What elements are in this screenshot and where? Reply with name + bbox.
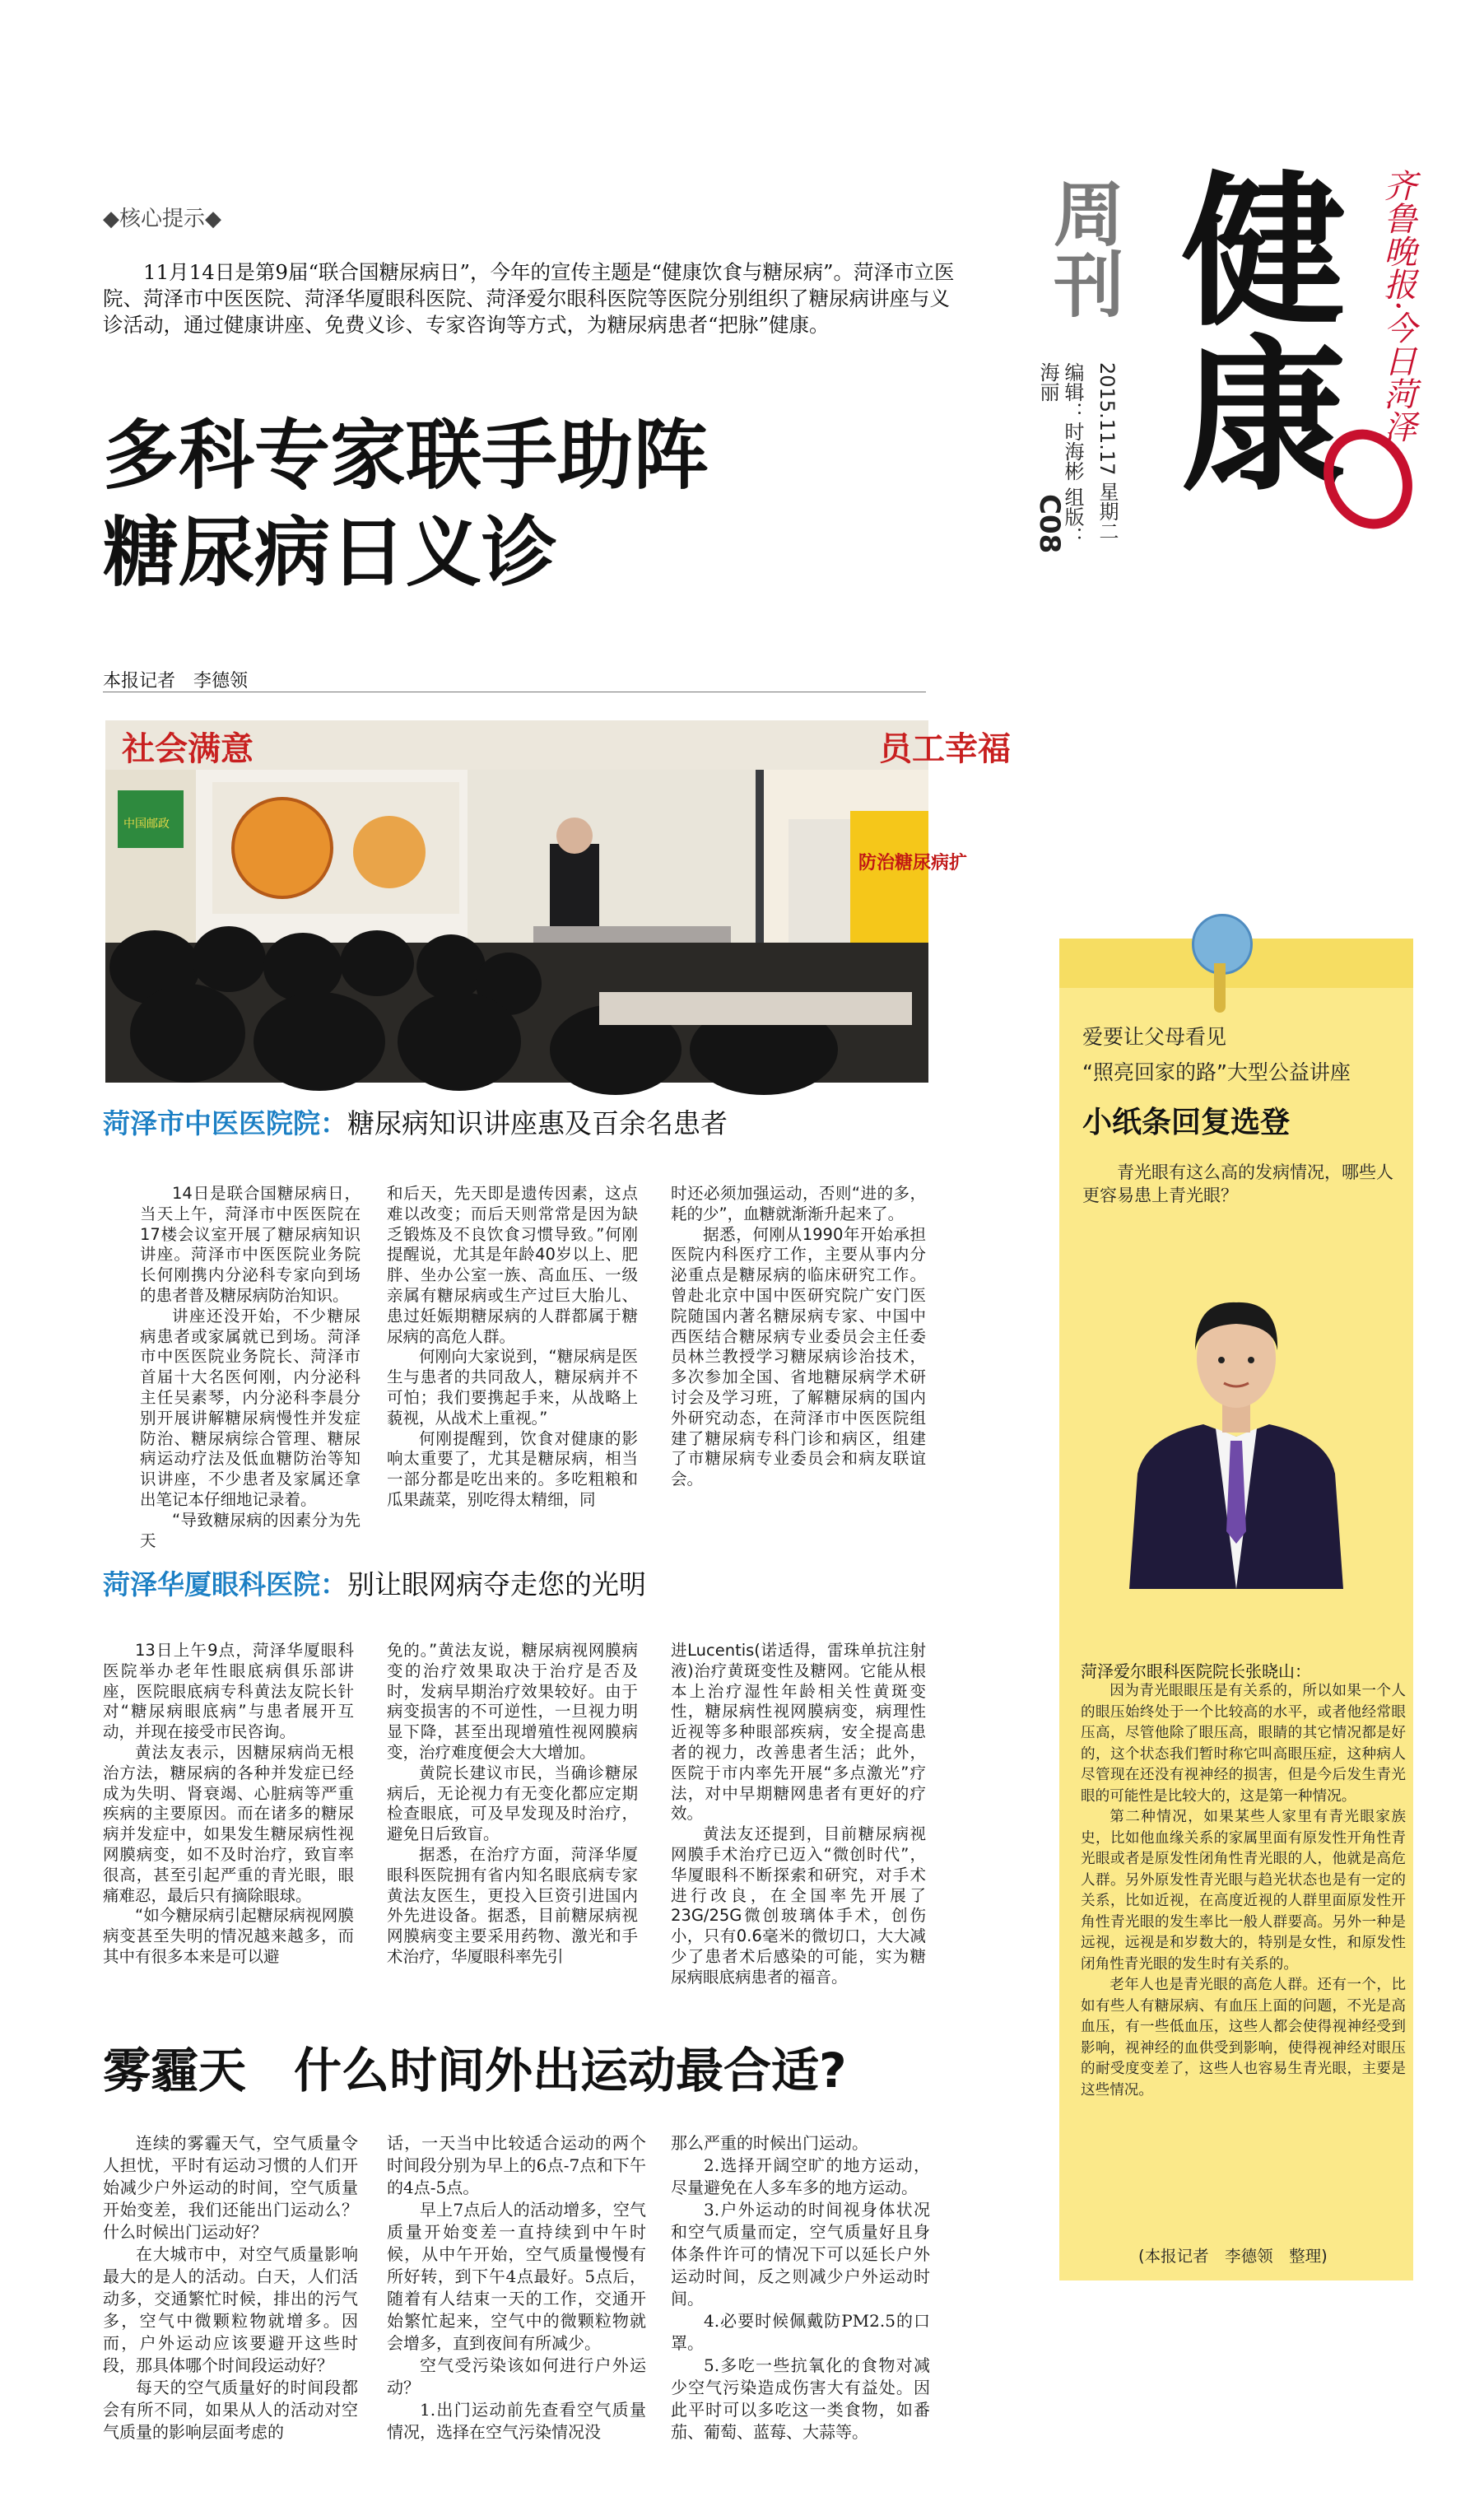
section3-col2 [387, 2132, 646, 2443]
paragraph: 和后天，先天即是遗传因素，这点难以改变；而后天则常常是因为缺乏锻炼及不良饮食习惯导致。”何刚提醒说，尤其是年龄40岁以上、肥胖、坐办公室一族、高血压、一级亲属有糖尿病或生产过巨大胎儿、患过妊娠期糖尿病的人群都属于糖尿病的高危人群。 [387, 1184, 638, 1346]
paragraph: “导致糖尿病的因素分为先天 [140, 1510, 361, 1550]
paragraph: 何刚向大家说到，“糖尿病是医生与患者的共同敌人，糖尿病并不可怕；我们要携起手来，从战略上藐视，从战术上重视。” [387, 1347, 638, 1428]
section-title: 糖尿病知识讲座惠及百余名患者 [347, 1107, 728, 1139]
lecture-photo [105, 720, 1011, 1083]
paragraph: 老年人也是青光眼的高危人群。还有一个，比如有些人有糖尿病、有血压上面的问题，不光是高血压，有一些低血压，这些人都会使得视神经受到影响，视神经的血供受到影响，使得视神经对眼压的耐受度变差了，这些人也容易生青光眼，主要是这些情况。 [1081, 1977, 1406, 2099]
paragraph: 时还必须加强运动，否则“进的多，耗的少”，血糖就渐渐升起来了。 [671, 1184, 926, 1223]
post-logo-text: 中国邮政 [123, 818, 170, 831]
paragraph: 14日是联合国糖尿病日，当天上午，菏泽市中医医院在17楼会议室开展了糖尿病知识讲座。菏泽市中医医院业务院长何刚携内分泌科专家向到场的患者普及糖尿病防治知识。 [140, 1184, 361, 1305]
paragraph: 黄院长建议市民，当确诊糖尿病后，无论视力有无变化都应定期检查眼底，可及早发现及时治疗，避免日后致盲。 [387, 1763, 638, 1844]
paragraph: 黄法友还提到，目前糖尿病视网膜手术治疗已迈入“微创时代”，华厦眼科不断探索和研究，对手术进行改良，在全国率先开展了23G/25G微创玻璃体手术，创伤小，只有0.6毫米的微切口，大大减少了患者术后感染的可能，实为糖尿病眼底病患者的福音。 [671, 1824, 926, 1987]
paragraph: 第二种情况，如果某些人家里有青光眼家族史，比如他血缘关系的家属里面有原发性开角性青光眼或者是原发性闭角性青光眼的人，他就是高危人群。另外原发性青光眼与趋光状态也是有一定的关系，比如近视，在高度近视的人群里面原发性开角性青光眼的发生率比一般人群要高。另外一种是远视，远视是和岁数大的，特别是女性，和原发性闭角性青光眼的发生时有关系的。 [1081, 1809, 1406, 1973]
paragraph: 进Lucentis(诺适得，雷珠单抗注射液)治疗黄斑变性及糖网。它能从根本上治疗湿性年龄相关性黄斑变性，糖尿病性视网膜病变，病理性近视等多种眼部疾病，安全提高患者的视力，改善患者生活；此外，医院于市内率先开展“多点激光”疗法，对中早期糖网患者有更好的疗效。 [671, 1641, 926, 1824]
page-number: C08 [1033, 494, 1066, 554]
paragraph: 何刚提醒到，饮食对健康的影响太重要了，尤其是糖尿病，相当一部分都是吃出来的。多吃粗粮和瓜果蔬菜，别吃得太精细，同 [387, 1428, 638, 1509]
section2-col1 [103, 1641, 354, 1968]
section-title-health: 健康 [1154, 165, 1347, 494]
section-org: 菏泽市中医医院院： [103, 1107, 347, 1139]
portrait-illustration [1113, 1260, 1360, 1589]
note-subtitle-1: 爱要让父母看见 [1082, 1025, 1227, 1049]
section2-col3 [671, 1641, 926, 1988]
paragraph: 因为青光眼眼压是有关系的，所以如果一个人的眼压始终处于一个比较高的水平，或者他经常眼压高，尽管他除了眼压高，眼睛的其它情况都是好的，这个状态我们暂时称它叫高眼压症，这种病人尽管现在还没有视神经的损害，但是今后发生青光眼的可能性是比较大的，这是第一种情况。 [1081, 1683, 1406, 1805]
note-answer [1081, 1681, 1406, 2101]
weekly-label: 周刊 [1041, 177, 1123, 319]
issue-date: 2015.11.17 星期二 [1096, 362, 1119, 542]
paragraph: 早上7点后人的活动增多，空气质量开始变差一直持续到中午时候，从中午开始，空气质量慢慢有所好转，到下午4点最好。5点后，随着有人结束一天的工作，交通开始繁忙起来，空气中的微颗粒物就会增多，直到夜间有所减少。 [387, 2200, 646, 2353]
headline-line-1: 多科专家联手助阵 [103, 412, 709, 500]
smog-article-title: 雾霾天 什么时间外出运动最合适? [103, 2043, 847, 2099]
note-speaker: 菏泽爱尔眼科医院院长张晓山： [1081, 1661, 1311, 1681]
paragraph: 2.选择开阔空旷的地方运动，尽量避免在人多车多的地方运动。 [671, 2155, 930, 2197]
paragraph: 黄法友表示，因糖尿病尚无根治方法，糖尿病的各种并发症已经成为失明、肾衰竭、心脏病等严重疾病的主要原因。而在诸多的糖尿病并发症中，如果发生糖尿病性视网膜病变，如不及时治疗，致盲率很高，甚至引起严重的青光眼，眼痛难忍，最后只有摘除眼球。 [103, 1742, 354, 1905]
section3-col1 [103, 2132, 358, 2443]
paragraph: 5.多吃一些抗氧化的食物对减少空气污染造成伤害大有益处。因此平时可以多吃这一类食物，如番茄、葡萄、蓝莓、大蒜等。 [671, 2355, 930, 2442]
note-subtitle-2: “照亮回家的路”大型公益讲座 [1082, 1060, 1351, 1084]
lecture-photo-illustration [105, 720, 1011, 1083]
paragraph: 4.必要时候佩戴防PM2.5的口罩。 [671, 2311, 930, 2353]
note-title: 小纸条回复选登 [1082, 1106, 1291, 1139]
paragraph: 免的。”黄法友说，糖尿病视网膜病变的治疗效果取决于治疗是否及时，发病早期治疗效果较好。由于病变损害的不可逆性，一旦视力明显下降，甚至出现增殖性视网膜病变，治疗难度便会大大增加。 [387, 1641, 638, 1762]
section2-col2 [387, 1641, 638, 1968]
editors-credit: 编辑：时海彬 组版：海丽 [1036, 362, 1084, 547]
section1-col3 [671, 1184, 926, 1490]
note-credit: (本报记者 李德领 整理) [1138, 2247, 1328, 2266]
paragraph: 在大城市中，对空气质量影响最大的是人的活动。白天，人们活动多，交通繁忙时候，排出的污气多，空气中微颗粒物就增多。因而，户外运动应该要避开这些时段，那具体哪个时间段运动好？ [103, 2244, 358, 2375]
core-tip-kicker: ◆核心提示◆ [103, 207, 221, 231]
note-question: 青光眼有这么高的发病情况，哪些人更容易患上青光眼？ [1082, 1162, 1393, 1205]
section-org: 菏泽华厦眼科医院： [103, 1568, 347, 1600]
section3-col3 [671, 2132, 930, 2443]
paragraph: 3.户外运动的时间视身体状况和空气质量而定，空气质量好且身体条件许可的情况下可以延长户外运动时间，反之则减少户外运动时间。 [671, 2200, 930, 2308]
section-head-tcm-hospital [103, 1107, 728, 1140]
headline-line-2: 糖尿病日义诊 [103, 509, 558, 597]
section1-col2 [387, 1184, 638, 1511]
paragraph: 讲座还没开始，不少糖尿病患者或家属就已到场。菏泽市中医医院业务院长、菏泽市首届十大名医何刚，内分泌科主任吴素琴，内分泌科李晨分别开展讲解糖尿病慢性并发症防治、糖尿病综合管理、糖尿病运动疗法及低血糖防治等知识讲座，不少患者及家属还拿出笔记本仔细地记录着。 [140, 1306, 361, 1509]
paragraph: 据悉，何刚从1990年开始承担医院内科医疗工作，主要从事内分泌重点是糖尿病的临床研究工作。曾赴北京中国中医研究院广安门医院随国内著名糖尿病专家、中国中西医结合糖尿病专业委员会主任委员林兰教授学习糖尿病诊治技术，多次参加全国、省地糖尿病学术研讨会及学习班，了解糖尿病的国内外研究动态，在菏泽市中医医院组建了糖尿病专科门诊和病区，组建了市糖尿病专业委员会和病友联谊会。 [671, 1224, 926, 1489]
wall-banner-text: 社会满意 员工幸福 [122, 730, 1011, 768]
main-headline [103, 408, 975, 602]
paragraph: 那么严重的时候出门运动。 [671, 2133, 868, 2153]
section-title: 别让眼网病夺走您的光明 [347, 1568, 646, 1600]
newspaper-name: 齐鲁晚报·今日菏泽 [1379, 169, 1417, 443]
paragraph: 话，一天当中比较适合运动的两个时间段分别为早上的6点-7点和下午的4点-5点。 [387, 2133, 646, 2197]
paragraph: 1.出门运动前先查看空气质量情况，选择在空气污染情况没 [387, 2400, 646, 2442]
paragraph: “如今糖尿病引起糖尿病视网膜病变甚至失明的情况越来越多，而其中有很多本来是可以避 [103, 1906, 354, 1966]
paragraph: 据悉，在治疗方面，菏泽华厦眼科医院拥有省内知名眼底病专家黄法友医生，更投入巨资引进国内外先进设备。据悉，目前糖尿病视网膜病变主要采用药物、激光和手术治疗，华厦眼科率先引 [387, 1844, 638, 1966]
paragraph: 空气受污染该如何进行户外运动？ [387, 2355, 646, 2397]
paragraph: 每天的空气质量好的时间段都会有所不同，如果从人的活动对空气质量的影响层面考虑的 [103, 2378, 358, 2442]
section1-col1 [140, 1184, 361, 1551]
paragraph: 13日上午9点，菏泽华厦眼科医院举办老年性眼底病俱乐部讲座，医院眼底病专科黄法友院长针对“糖尿病眼底病”与患者展开互动，并现在接受市民咨询。 [103, 1641, 354, 1742]
side-banner-text: 防治糖尿病扩 [858, 853, 968, 873]
paragraph: 连续的雾霾天气，空气质量令人担忧，平时有运动习惯的人们开始减少户外运动的时间，空气质量开始变差，我们还能出门运动么？什么时候出门运动好？ [103, 2133, 358, 2242]
director-portrait [1113, 1260, 1360, 1589]
lead-paragraph: 11月14日是第9届“联合国糖尿病日”，今年的宣传主题是“健康饮食与糖尿病”。菏泽市立医院、菏泽市中医医院、菏泽华厦眼科医院、菏泽爱尔眼科医院等医院分别组织了糖尿病讲座与义诊活动，通过健康讲座、免费义诊、专家咨询等方式，为糖尿病患者“把脉”健康。 [103, 260, 955, 337]
section-head-huaxia-eye-hospital [103, 1568, 646, 1601]
pushpin-stem [1214, 963, 1226, 1013]
byline: 本报记者 李德领 [103, 671, 249, 692]
